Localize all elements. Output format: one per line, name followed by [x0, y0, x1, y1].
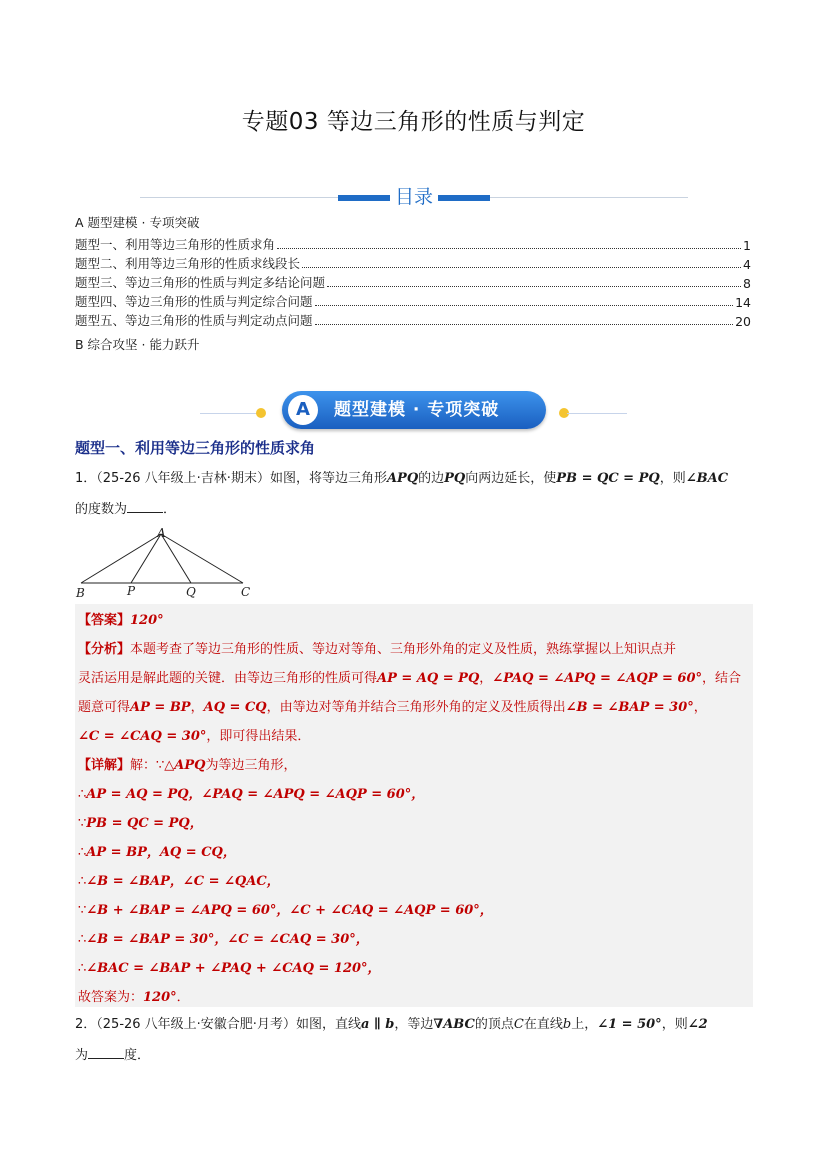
- math-inline: AP = BP: [130, 700, 191, 715]
- toc-leader-dots: [302, 267, 741, 268]
- solution-step: [78, 812, 203, 831]
- toc-item[interactable]: [75, 292, 751, 310]
- point-label-b: B: [76, 586, 85, 600]
- step-symbol: ∴: [78, 845, 87, 860]
- triangle-figure: [75, 525, 265, 603]
- question-2: [75, 1009, 755, 1071]
- toc-item-label: 题型二、利用等边三角形的性质求线段长: [75, 256, 301, 271]
- analysis-text: ，: [190, 700, 204, 715]
- math-inline: ∠BAC = ∠BAP + ∠PAQ + ∠CAQ = 120°，: [86, 961, 381, 976]
- math-inline: ∠B = ∠BAP = 30°，∠C = ∠CAQ = 30°，: [86, 932, 369, 947]
- q1-text: ．: [163, 502, 177, 517]
- final-answer-line: [78, 986, 190, 1005]
- solution-step: [78, 957, 381, 976]
- analysis-text: 题意可得: [78, 700, 131, 715]
- q2-text: ，则: [661, 1017, 688, 1032]
- toc-item-page: 14: [735, 295, 751, 310]
- q2-text: ，等边: [394, 1017, 434, 1032]
- q2-text: 在直线: [523, 1017, 563, 1032]
- math-inline: ∠1 = 50°: [597, 1017, 662, 1032]
- banner-line-right: [567, 413, 627, 414]
- segment-ab: [81, 534, 161, 583]
- math-inline: b: [562, 1017, 572, 1032]
- toc-leader-dots: [315, 305, 734, 306]
- segment-ac: [161, 534, 243, 583]
- toc-bar-right: [438, 195, 490, 201]
- toc-item-page: 20: [735, 314, 751, 329]
- answer-box: [75, 604, 753, 1007]
- math-inline: AP = BP，AQ = CQ，: [86, 845, 236, 860]
- analysis-text: ，由等边对等角并结合三角形外角的定义及性质得出: [266, 700, 566, 715]
- point-label-q: Q: [186, 585, 196, 599]
- answer-tag: 【答案】: [78, 613, 131, 628]
- toc-item[interactable]: [75, 273, 751, 291]
- banner-line-left: [200, 413, 260, 414]
- math-inline: ∠B + ∠BAP = ∠APQ = 60°，∠C + ∠CAQ = ∠AQP = 60°，: [86, 903, 493, 918]
- math-inline: PB = QC = PQ: [556, 471, 660, 486]
- final-answer-text: ．: [176, 990, 190, 1005]
- step-symbol: ∵: [78, 903, 87, 918]
- math-inline: PQ: [444, 471, 466, 486]
- banner-text: 题型建模 · 专项突破: [334, 400, 500, 420]
- math-inline: C: [513, 1017, 524, 1032]
- question-1: [75, 463, 755, 525]
- step-symbol: ∴: [78, 961, 87, 976]
- answer-blank[interactable]: [88, 1046, 124, 1059]
- math-inline: ∠B = ∠BAP，∠C = ∠QAC，: [86, 874, 280, 889]
- toc-item-page: 4: [743, 257, 751, 272]
- toc-item-page: 1: [743, 238, 751, 253]
- q1-text: 向两边延长，使: [465, 471, 557, 486]
- q2-text: 上，: [571, 1017, 598, 1032]
- toc-item-label: 题型四、等边三角形的性质与判定综合问题: [75, 294, 313, 309]
- table-of-contents: [75, 213, 751, 355]
- toc-divider-right: [490, 197, 688, 198]
- answer-blank[interactable]: [127, 500, 163, 513]
- math-inline: PB = QC = PQ，: [86, 816, 203, 831]
- point-label-p: P: [127, 584, 136, 598]
- solution-step: [78, 928, 369, 947]
- toc-item[interactable]: [75, 235, 751, 253]
- analysis-tag: 【分析】: [78, 642, 131, 657]
- math-inline: AP = AQ = PQ，∠PAQ = ∠APQ = ∠AQP = 60°，: [86, 787, 425, 802]
- point-label-c: C: [241, 585, 251, 599]
- math-inline: △APQ: [164, 758, 206, 773]
- toc-leader-dots: [315, 324, 734, 325]
- toc-bar-left: [338, 195, 390, 201]
- toc-heading: 目录: [394, 186, 433, 208]
- answer-line: [78, 609, 164, 628]
- q1-text: ，则: [659, 471, 686, 486]
- math-inline: ∠2: [687, 1017, 708, 1032]
- step-symbol: ∵: [78, 816, 87, 831]
- math-inline: APQ: [386, 471, 419, 486]
- q1-text: 的边: [418, 471, 445, 486]
- analysis-line: [78, 667, 741, 686]
- toc-leader-dots: [327, 286, 741, 287]
- solution-step: [78, 841, 236, 860]
- answer-value: 120°: [130, 613, 164, 628]
- analysis-line: [78, 696, 707, 715]
- q2-text: 的顶点: [474, 1017, 514, 1032]
- q2-text: 度．: [124, 1048, 151, 1063]
- step-symbol: ∴: [78, 932, 87, 947]
- segment-ap: [131, 534, 161, 583]
- toc-item[interactable]: [75, 311, 751, 329]
- q2-prefix: 2．（25-26 八年级上·安徽合肥·月考）如图，直线: [75, 1017, 361, 1032]
- math-inline: ∇ABC: [433, 1017, 475, 1032]
- math-inline: ∠C = ∠CAQ = 30°: [78, 729, 207, 744]
- toc-item-label: 题型五、等边三角形的性质与判定动点问题: [75, 313, 313, 328]
- segment-aq: [161, 534, 191, 583]
- detail-text: 解：∵: [130, 758, 165, 773]
- detail-text: 为等边三角形，: [205, 758, 297, 773]
- toc-item-label: 题型一、利用等边三角形的性质求角: [75, 237, 276, 252]
- toc-part-a[interactable]: A 题型建模 · 专项突破: [75, 215, 200, 230]
- page-title: 专题03 等边三角形的性质与判定: [241, 109, 586, 135]
- math-inline: ∠BAC: [685, 471, 729, 486]
- banner-badge: A: [288, 395, 318, 425]
- toc-item[interactable]: [75, 254, 751, 272]
- step-symbol: ∴: [78, 874, 87, 889]
- analysis-text: 灵活运用是解此题的关键．由等边三角形的性质可得: [78, 671, 378, 686]
- analysis-text: ，: [693, 700, 707, 715]
- q2-text: 为: [75, 1048, 89, 1063]
- step-symbol: ∴: [78, 787, 87, 802]
- q1-prefix: 1．（25-26 八年级上·吉林·期末）如图，将等边三角形: [75, 471, 387, 486]
- detail-line: [78, 754, 297, 773]
- solution-step: [78, 870, 280, 889]
- analysis-line: [78, 638, 676, 657]
- analysis-text: ，即可得出结果．: [206, 729, 311, 744]
- math-inline: a ∥ b: [360, 1017, 395, 1032]
- toc-leader-dots: [277, 248, 741, 249]
- toc-part-b[interactable]: B 综合攻坚 · 能力跃升: [75, 337, 200, 352]
- solution-step: [78, 783, 424, 802]
- analysis-text: ，结合: [702, 671, 742, 686]
- analysis-text: 本题考查了等边三角形的性质、等边对等角、三角形外角的定义及性质，熟练掌握以上知识点并: [130, 642, 677, 657]
- math-inline: AQ = CQ: [203, 700, 267, 715]
- analysis-line: [78, 725, 310, 744]
- q1-text: 的度数为: [75, 502, 128, 517]
- analysis-text: ，: [479, 671, 493, 686]
- toc-item-page: 8: [743, 276, 751, 291]
- banner-dot-left: [256, 408, 266, 418]
- math-inline: ∠PAQ = ∠APQ = ∠AQP = 60°: [492, 671, 703, 686]
- section-heading: 题型一、利用等边三角形的性质求角: [75, 439, 316, 457]
- math-inline: AP = AQ = PQ: [377, 671, 480, 686]
- math-inline: ∠B = ∠BAP = 30°: [565, 700, 694, 715]
- final-answer-text: 故答案为：: [78, 990, 144, 1005]
- toc-item-label: 题型三、等边三角形的性质与判定多结论问题: [75, 275, 326, 290]
- detail-tag: 【详解】: [78, 758, 131, 773]
- point-label-a: A: [157, 526, 166, 540]
- section-a-banner: [282, 391, 546, 429]
- math-inline: 120°: [143, 990, 177, 1005]
- toc-divider-left: [140, 197, 338, 198]
- solution-step: [78, 899, 493, 918]
